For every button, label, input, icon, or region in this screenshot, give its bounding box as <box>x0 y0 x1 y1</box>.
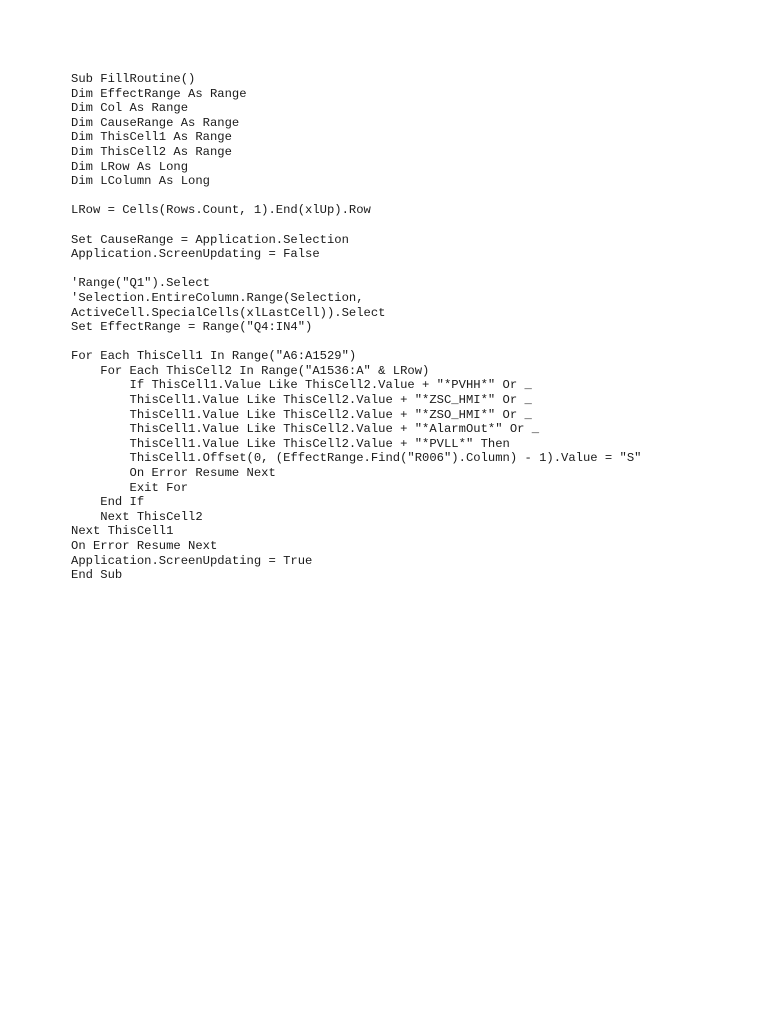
code-line: Dim Col As Range <box>71 101 189 116</box>
code-line: Set EffectRange = Range("Q4:IN4") <box>71 320 313 335</box>
blank-line <box>71 335 641 350</box>
code-line: ThisCell1.Value Like ThisCell2.Value + "*AlarmOut*" Or _ <box>71 422 540 437</box>
code-line: For Each ThisCell2 In Range("A1536:A" & LRow) <box>71 363 430 378</box>
code-line: ThisCell1.Value Like ThisCell2.Value + "*PVLL*" Then <box>71 436 510 451</box>
code-line: End If <box>71 495 145 510</box>
code-line: On Error Resume Next <box>71 539 218 553</box>
code-line: Dim LRow As Long <box>71 159 189 174</box>
comment-line: 'Range("Q1").Select <box>71 276 210 291</box>
code-line: Exit For <box>71 480 189 495</box>
code-line: Dim ThisCell2 As Range <box>71 144 232 159</box>
code-line: On Error Resume Next <box>71 466 276 481</box>
blank-line <box>71 262 641 277</box>
code-line: Dim CauseRange As Range <box>71 115 240 130</box>
blank-line <box>71 189 641 204</box>
code-line: Set CauseRange = Application.Selection <box>71 232 349 247</box>
code-line: ActiveCell.SpecialCells(xlLastCell)).Select <box>71 305 386 320</box>
code-line: LRow = Cells(Rows.Count, 1).End(xlUp).Row <box>71 203 371 218</box>
comment-line: 'Selection.EntireColumn.Range(Selection, <box>71 290 364 305</box>
code-line: Application.ScreenUpdating = True <box>71 553 313 568</box>
code-line: ThisCell1.Value Like ThisCell2.Value + "*ZSC_HMI*" Or _ <box>71 393 532 408</box>
code-line: Next ThisCell2 <box>71 509 203 524</box>
code-line: Dim EffectRange As Range <box>71 86 247 101</box>
code-line: Dim LColumn As Long <box>71 174 210 189</box>
code-line: Application.ScreenUpdating = False <box>71 247 320 262</box>
code-line: Next ThisCell1 <box>71 524 174 539</box>
code-line: If ThisCell1.Value Like ThisCell2.Value + "*PVHH*" Or _ <box>71 378 532 393</box>
code-line: Sub FillRoutine() <box>71 72 196 86</box>
code-line: End Sub <box>71 568 123 583</box>
code-line: Dim ThisCell1 As Range <box>71 130 232 145</box>
code-line: ThisCell1.Value Like ThisCell2.Value + "*ZSO_HMI*" Or _ <box>71 407 532 422</box>
code-line: For Each ThisCell1 In Range("A6:A1529") <box>71 349 357 364</box>
code-block <box>71 72 641 583</box>
blank-line <box>71 218 641 233</box>
code-line: ThisCell1.Offset(0, (EffectRange.Find("R006").Column) - 1).Value = "S" <box>71 451 642 466</box>
